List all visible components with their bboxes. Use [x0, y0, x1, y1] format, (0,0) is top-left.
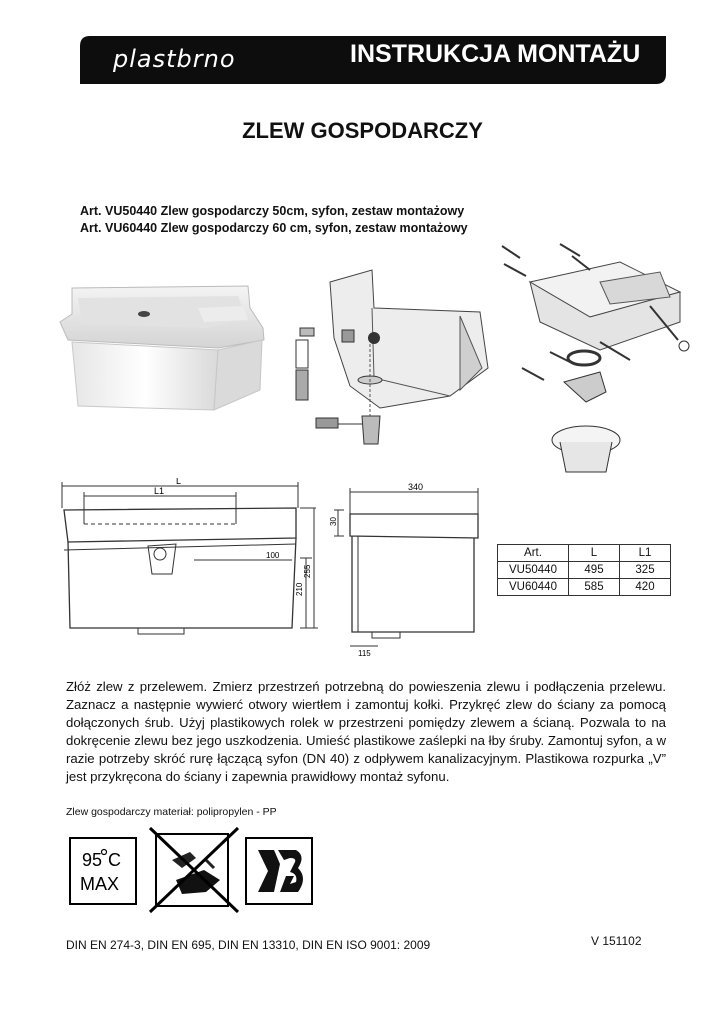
svg-text:MAX: MAX — [80, 874, 120, 894]
assembly-description: Złóż zlew z przelewem. Zmierz przestrzeń potrzebną do powieszenia zlewu i podłączenia przelewu. Zaznacz a następnie wywierć otwory wiertłem i zamontuj kołki. Przykręć zlew do ściany za pomocą dołączonych śrub. Użyj plastikowych rolek w przestrzeni pomiędzy zlewem a ścianą. Pozwala to na dokręcenie zlewu bez jego uszkodzenia. Umieść plastikowe zaślepki na łby śruby. Zamontuj syfon, a w razie potrzeby skróć rurę łączącą syfon (DN 40) z odpływem kanalizacyjnym. Plastikowa rozpurka „V” jest przykręcona do ściany i zapewnia prawidłowy montaż syfonu. — [66, 679, 666, 784]
dim-L: L — [176, 478, 182, 486]
article-line-1: Art. VU50440 Zlew gospodarczy 50cm, syfon, zestaw montażowy — [80, 204, 465, 218]
table-header-cell: L — [569, 545, 620, 562]
side-view-drawing — [328, 478, 488, 660]
temperature-icon — [68, 834, 140, 908]
assembly-drawing — [500, 242, 700, 482]
dim-115: 115 — [358, 649, 371, 658]
no-chemicals-icon — [146, 824, 242, 916]
table-row — [498, 562, 671, 579]
dim-210: 210 — [295, 582, 304, 596]
svg-text:C: C — [108, 850, 121, 870]
standards-list: DIN EN 274-3, DIN EN 695, DIN EN 13310, DIN EN ISO 9001: 2009 — [66, 938, 431, 952]
certification-logo-icon — [244, 834, 316, 908]
material-note: Zlew gospodarczy materiał: polipropylen - PP — [66, 806, 277, 818]
table-header-cell: Art. — [498, 545, 569, 562]
front-view-drawing — [56, 478, 326, 660]
version-number: V 151102 — [591, 934, 642, 948]
dim-L1: L1 — [154, 486, 165, 496]
dim-100: 100 — [266, 551, 280, 560]
dim-340: 340 — [408, 482, 424, 492]
brand-logo: plastbrno — [113, 45, 236, 73]
dim-255: 255 — [303, 564, 312, 578]
dim-30: 30 — [329, 517, 338, 526]
svg-text:95: 95 — [82, 850, 103, 870]
table-row — [498, 579, 671, 596]
document-title: INSTRUKCJA MONTAŻU — [350, 40, 641, 68]
table-cell: 585 — [569, 579, 620, 596]
table-header-row — [498, 545, 671, 562]
product-title: ZLEW GOSPODARCZY — [242, 118, 483, 143]
dimension-table — [497, 544, 671, 596]
sink-photo — [58, 278, 268, 416]
exploded-view-drawing — [290, 268, 495, 460]
table-header-cell: L1 — [620, 545, 671, 562]
table-cell: 495 — [569, 562, 620, 579]
article-line-2: Art. VU60440 Zlew gospodarczy 60 cm, syfon, zestaw montażowy — [80, 221, 468, 235]
table-cell: VU60440 — [498, 579, 569, 596]
table-cell: 420 — [620, 579, 671, 596]
table-cell: VU50440 — [498, 562, 569, 579]
table-cell: 325 — [620, 562, 671, 579]
